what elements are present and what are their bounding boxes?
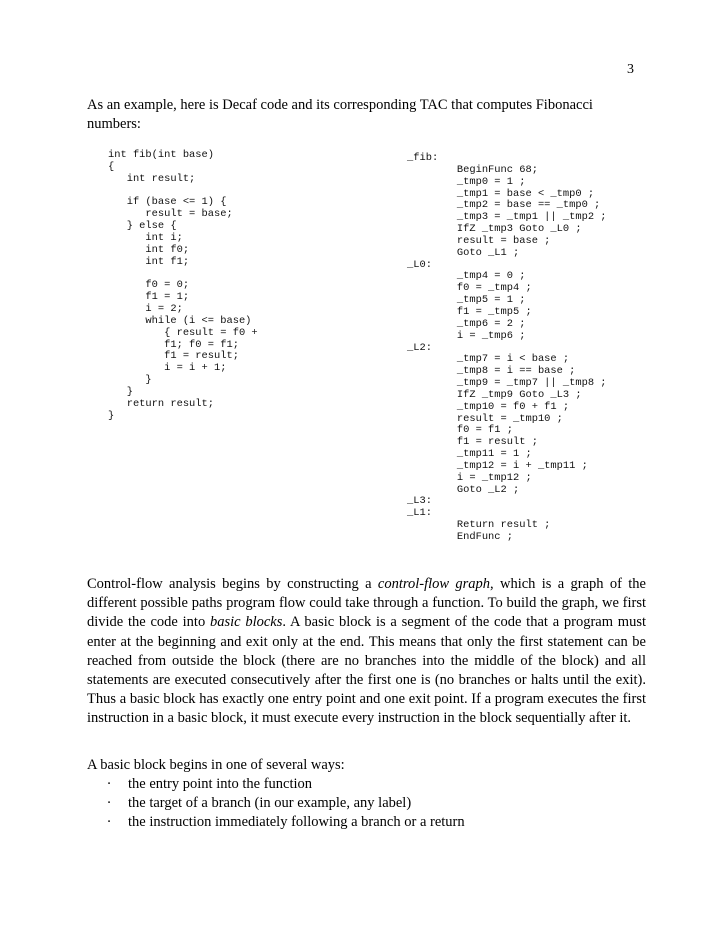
list-item (102, 813, 465, 832)
bullet-icon: · (106, 776, 112, 792)
bullet-icon: · (106, 795, 112, 812)
page-number: 3 (627, 62, 634, 77)
para-text-3: . A basic block is a segment of the code that a program must enter at the beginning and exit only at the end. This means that only the first statement can be reached from outside the block (there are no branches into the middle of the block) and all statements are executed consecutively after the first one is (no branches or halts until the exit). Thus a basic block has exactly one entry point and one exit point. If a program executes the first instruction in a basic block, it must execute every instruction in the block sequentially after it. (87, 614, 646, 727)
list-item (102, 775, 465, 794)
control-flow-paragraph (87, 575, 646, 729)
list-item-text: the target of a branch (in our example, any label) (128, 795, 412, 812)
para-text-1: Control-flow analysis begins by constructing a (87, 576, 378, 592)
basic-block-intro: A basic block begins in one of several ways: (87, 757, 345, 773)
tac-code-block: _fib: BeginFunc 68; _tmp0 = 1 ; _tmp1 = base < _tmp0 ; _tmp2 = base == _tmp0 ; _tmp3 = _tmp1 || _tmp2 ; IfZ _tmp3 Goto _L0 ; result = base ; Goto _L1 ; _L0: _tmp4 = 0 ; f0 = _tmp4 ; _tmp5 = 1 ; f1 = _tmp5 ; _tmp6 = 2 ; i = _tmp6 ; _L2: _tmp7 = i < base ; _tmp8 = i == base ; _tmp9 = _tmp7 || _tmp8 ; IfZ _tmp9 Goto _L3 ; _tmp10 = f0 + f1 ; result = _tmp10 ; f0 = f1 ; f1 = result ; _tmp11 = 1 ; _tmp12 = i + _tmp11 ; i = _tmp12 ; Goto _L2 ; _L3: _L1: Return result ; EndFunc ; (407, 152, 607, 543)
list-item (102, 794, 465, 813)
list-item-text: the entry point into the function (128, 776, 313, 792)
para-text-2: , which is a graph of the different possible paths program flow could take through a function. To build the graph, we first divide the code into (87, 576, 646, 631)
term-basic-blocks: basic blocks (209, 614, 283, 631)
intro-text: As an example, here is Decaf code and its corresponding TAC that computes Fibonacci numbers: (87, 97, 593, 132)
term-control-flow-graph: control-flow graph (377, 576, 491, 592)
decaf-code-block: int fib(int base) { int result; if (base <= 1) { result = base; } else { int i; int f0; int f1; f0 = 0; f1 = 1; i = 2; while (i <= base) { result = f0 + f1; f0 = f1; f1 = result; i = i + 1; } } return result; } (108, 149, 258, 422)
list-item-text: the instruction immediately following a branch or a return (128, 814, 465, 831)
basic-block-list (102, 775, 465, 833)
bullet-icon: · (106, 814, 112, 831)
